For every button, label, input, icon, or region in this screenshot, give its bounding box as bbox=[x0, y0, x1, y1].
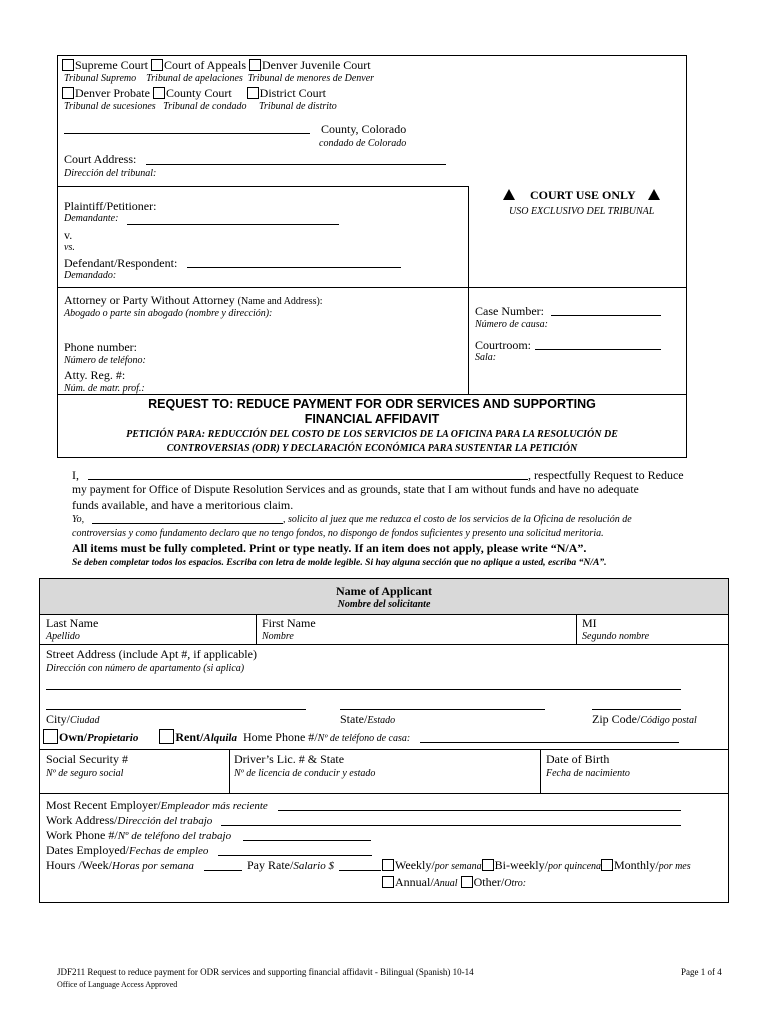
applicant-header-es: Nombre del solicitante bbox=[337, 599, 431, 610]
name-divider-1 bbox=[256, 614, 257, 644]
defendant-label-es: Demandado: bbox=[64, 270, 117, 281]
monthly-checkbox[interactable] bbox=[601, 859, 613, 871]
state-field[interactable] bbox=[340, 709, 545, 710]
dob-label: Date of Birth bbox=[546, 752, 610, 766]
request-es-2: controversias y como fundamento declaro que no tengo fondos, no dispongo de fondos suficientes y presento una solicitud meritoria. bbox=[72, 528, 604, 539]
id-divider-1 bbox=[229, 749, 230, 793]
pay-rate-label bbox=[247, 858, 334, 873]
triangle-up-icon bbox=[503, 189, 515, 200]
probate-court-checkbox[interactable] bbox=[62, 87, 74, 99]
monthly-label-es: por mes bbox=[658, 861, 691, 872]
pay-rate-field[interactable] bbox=[339, 870, 381, 871]
request-i: I, bbox=[72, 468, 79, 482]
zip-label-en: Zip Code/ bbox=[592, 712, 641, 726]
dl-label: Driver’s Lic. # & State bbox=[234, 752, 345, 766]
court-row-2 bbox=[62, 86, 326, 101]
employer-label-en: Most Recent Employer/ bbox=[46, 798, 161, 812]
caption-divider-2 bbox=[57, 287, 687, 288]
hours-label bbox=[46, 858, 194, 873]
case-number-label: Case Number: bbox=[475, 304, 544, 318]
mi-label-es: Segundo nombre bbox=[582, 631, 650, 642]
atty-reg-label: Atty. Reg. #: bbox=[64, 368, 126, 382]
work-phone-field[interactable] bbox=[243, 840, 371, 841]
attorney-label-sub: (Name and Address): bbox=[237, 296, 323, 307]
last-name-label: Last Name bbox=[46, 616, 99, 630]
caption-divider-1 bbox=[57, 186, 468, 187]
state-label-en: State/ bbox=[340, 712, 368, 726]
courtroom-field[interactable] bbox=[535, 349, 661, 350]
state-label-es: Estado bbox=[367, 715, 396, 726]
biweekly-label: Bi-weekly/ bbox=[494, 858, 548, 872]
city-label-es: Ciudad bbox=[70, 715, 100, 726]
zip-field[interactable] bbox=[592, 709, 681, 710]
weekly-label: Weekly/ bbox=[395, 858, 435, 872]
attorney-label bbox=[64, 293, 323, 308]
hours-label-es: Horas por semana bbox=[112, 860, 194, 872]
own-checkbox[interactable] bbox=[43, 729, 58, 744]
home-phone-label-es: Nº de teléfono de casa: bbox=[317, 733, 411, 744]
plaintiff-field[interactable] bbox=[127, 224, 339, 225]
courtroom-label-es: Sala: bbox=[475, 352, 497, 363]
pay-rate-label-es: Salario $ bbox=[293, 860, 334, 872]
county-label: County, Colorado bbox=[321, 122, 407, 136]
court-use-only-label: COURT USE ONLY bbox=[530, 188, 636, 202]
work-phone-label bbox=[46, 828, 231, 843]
courtroom-label: Courtroom: bbox=[475, 338, 531, 352]
probate-court-label: Denver Probate bbox=[75, 86, 150, 100]
county-court-label: County Court bbox=[165, 86, 232, 100]
requester-name-es-field[interactable] bbox=[92, 523, 283, 524]
table-divider-1 bbox=[39, 614, 729, 615]
court-address-field[interactable] bbox=[146, 164, 446, 165]
zip-label bbox=[592, 712, 697, 727]
versus-label: v. bbox=[64, 228, 73, 242]
dl-label-es: Nº de licencia de conducir y estado bbox=[234, 768, 376, 779]
city-label bbox=[46, 712, 99, 727]
footer-approved: Office of Language Access Approved bbox=[57, 980, 178, 989]
dates-employed-label bbox=[46, 843, 208, 858]
appeals-court-label: Court of Appeals bbox=[164, 58, 246, 72]
plaintiff-label-es: Demandante: bbox=[64, 213, 119, 224]
case-number-label-es: Número de causa: bbox=[475, 319, 548, 330]
rent-checkbox[interactable] bbox=[159, 729, 174, 744]
county-field[interactable] bbox=[64, 133, 310, 134]
annual-checkbox[interactable] bbox=[382, 876, 394, 888]
title-es-2: CONTROVERSIAS (ODR) Y DECLARACIÓN ECONÓMICA PARA SUSTENTAR LA PETICIÓN bbox=[166, 443, 578, 454]
weekly-checkbox[interactable] bbox=[382, 859, 394, 871]
request-yo: Yo, bbox=[72, 514, 85, 525]
mi-label: MI bbox=[582, 616, 597, 630]
attorney-label-es: Abogado o parte sin abogado (nombre y dirección): bbox=[64, 308, 273, 319]
phone-label-es: Número de teléfono: bbox=[64, 355, 146, 366]
city-label-en: City/ bbox=[46, 712, 71, 726]
court-address-label-es: Dirección del tribunal: bbox=[64, 168, 157, 179]
ssn-label: Social Security # bbox=[46, 752, 128, 766]
work-address-label bbox=[46, 813, 212, 828]
county-label-es: condado de Colorado bbox=[319, 138, 407, 149]
work-phone-label-es: Nº de teléfono del trabajo bbox=[117, 830, 232, 842]
court-row-1-es: Tribunal Supremo Tribunal de apelaciones Tribunal de menores de Denver bbox=[64, 73, 375, 84]
defendant-label: Defendant/Respondent: bbox=[64, 256, 178, 270]
city-field[interactable] bbox=[46, 709, 306, 710]
employer-field[interactable] bbox=[278, 810, 681, 811]
hours-field[interactable] bbox=[204, 870, 242, 871]
weekly-label-es: por semana bbox=[434, 861, 482, 872]
id-divider-2 bbox=[540, 749, 541, 793]
other-label: Other/ bbox=[473, 875, 505, 889]
annual-label-es: Anual bbox=[433, 878, 458, 889]
other-label-es: Otro: bbox=[504, 878, 527, 889]
table-divider-4 bbox=[39, 793, 729, 794]
dates-employed-label-es: Fechas de empleo bbox=[128, 845, 209, 857]
title-es-1: PETICIÓN PARA: REDUCCIÓN DEL COSTO DE LOS SERVICIOS DE LA OFICINA PARA LA RESOLUCIÓN DE bbox=[126, 429, 618, 440]
request-line-3: funds available, and have a meritorious claim. bbox=[72, 498, 294, 512]
housing-row bbox=[43, 729, 410, 745]
biweekly-label-es: por quincena bbox=[547, 861, 602, 872]
rent-label: Rent/ bbox=[175, 730, 204, 744]
annual-label: Annual/ bbox=[395, 875, 434, 889]
biweekly-checkbox[interactable] bbox=[482, 859, 494, 871]
appeals-court-checkbox[interactable] bbox=[151, 59, 163, 71]
court-use-only bbox=[503, 188, 660, 203]
dates-employed-field[interactable] bbox=[218, 855, 372, 856]
other-checkbox[interactable] bbox=[461, 876, 473, 888]
phone-label: Phone number: bbox=[64, 340, 137, 354]
pay-frequency-row-1 bbox=[382, 858, 691, 873]
supreme-court-checkbox[interactable] bbox=[62, 59, 74, 71]
district-court-checkbox[interactable] bbox=[247, 87, 259, 99]
home-phone-field[interactable] bbox=[420, 742, 679, 743]
hours-label-en: Hours /Week/ bbox=[46, 858, 113, 872]
district-court-label: District Court bbox=[259, 86, 326, 100]
work-address-field[interactable] bbox=[221, 825, 681, 826]
street-field[interactable] bbox=[46, 689, 681, 690]
defendant-field[interactable] bbox=[187, 267, 401, 268]
plaintiff-label: Plaintiff/Petitioner: bbox=[64, 199, 157, 213]
caption-vertical-divider bbox=[468, 186, 469, 395]
title-line-1: REQUEST TO: REDUCE PAYMENT FOR ODR SERVICES AND SUPPORTING bbox=[148, 397, 596, 411]
court-use-only-es: USO EXCLUSIVO DEL TRIBUNAL bbox=[509, 206, 655, 217]
all-items-notice: All items must be fully completed. Print or type neatly. If an item does not apply, please write “N/A”. bbox=[72, 541, 587, 555]
work-phone-label-en: Work Phone #/ bbox=[46, 828, 118, 842]
street-label-es: Dirección con número de apartamento (si aplica) bbox=[46, 663, 245, 674]
court-address-label: Court Address: bbox=[64, 152, 137, 166]
pay-frequency-row-2 bbox=[382, 875, 526, 890]
versus-label-es: vs. bbox=[64, 242, 75, 253]
table-divider-3 bbox=[39, 749, 729, 750]
first-name-label-es: Nombre bbox=[262, 631, 294, 642]
attorney-label-main: Attorney or Party Without Attorney bbox=[64, 293, 235, 307]
last-name-label-es: Apellido bbox=[46, 631, 80, 642]
table-divider-2 bbox=[39, 644, 729, 645]
ssn-label-es: Nº de seguro social bbox=[46, 768, 124, 779]
request-line-2: my payment for Office of Dispute Resolution Services and as grounds, state that I am without funds and have no adequate bbox=[72, 483, 639, 496]
court-row-1 bbox=[62, 58, 371, 73]
triangle-up-icon bbox=[648, 189, 660, 200]
juvenile-court-checkbox[interactable] bbox=[249, 59, 261, 71]
dates-employed-label-en: Dates Employed/ bbox=[46, 843, 129, 857]
pay-rate-label-en: Pay Rate/ bbox=[247, 858, 294, 872]
first-name-label: First Name bbox=[262, 616, 316, 630]
footer-form-id: JDF211 Request to reduce payment for ODR services and supporting financial affidavit - Bilingual (Spanish) 10-14 bbox=[57, 967, 474, 977]
applicant-header: Name of Applicant bbox=[336, 584, 432, 598]
zip-label-es: Código postal bbox=[640, 715, 697, 726]
requester-name-field[interactable] bbox=[88, 479, 528, 480]
name-divider-2 bbox=[576, 614, 577, 644]
footer-page: Page 1 of 4 bbox=[681, 967, 722, 977]
rent-label-es: Alquila bbox=[203, 732, 237, 744]
request-es-tail: , solicito al juez que me reduzca el costo de los servicios de la Oficina de resolución de bbox=[283, 514, 632, 525]
home-phone-label: Home Phone #/ bbox=[242, 730, 318, 744]
court-row-2-es: Tribunal de sucesiones Tribunal de condado Tribunal de distrito bbox=[64, 101, 337, 112]
own-label-es: Propietario bbox=[87, 732, 139, 744]
county-court-checkbox[interactable] bbox=[153, 87, 165, 99]
own-label: Own/ bbox=[59, 730, 88, 744]
state-label bbox=[340, 712, 395, 727]
all-items-notice-es: Se deben completar todos los espacios. Escriba con letra de molde legible. Si hay alguna sección que no aplique a usted, escriba “N/A”. bbox=[72, 557, 607, 568]
employer-label bbox=[46, 798, 268, 813]
employer-label-es: Empleador más reciente bbox=[160, 800, 268, 812]
juvenile-court-label: Denver Juvenile Court bbox=[262, 58, 371, 72]
title-line-2: FINANCIAL AFFIDAVIT bbox=[304, 412, 440, 426]
case-number-field[interactable] bbox=[551, 315, 661, 316]
monthly-label: Monthly/ bbox=[614, 858, 659, 872]
work-address-label-en: Work Address/ bbox=[46, 813, 118, 827]
work-address-label-es: Dirección del trabajo bbox=[117, 815, 213, 827]
request-tail: , respectfully Request to Reduce bbox=[528, 468, 684, 482]
supreme-court-label: Supreme Court bbox=[75, 58, 148, 72]
atty-reg-label-es: Núm. de matr. prof.: bbox=[64, 383, 145, 394]
dob-label-es: Fecha de nacimiento bbox=[546, 768, 630, 779]
street-label: Street Address (include Apt #, if applicable) bbox=[46, 647, 257, 661]
